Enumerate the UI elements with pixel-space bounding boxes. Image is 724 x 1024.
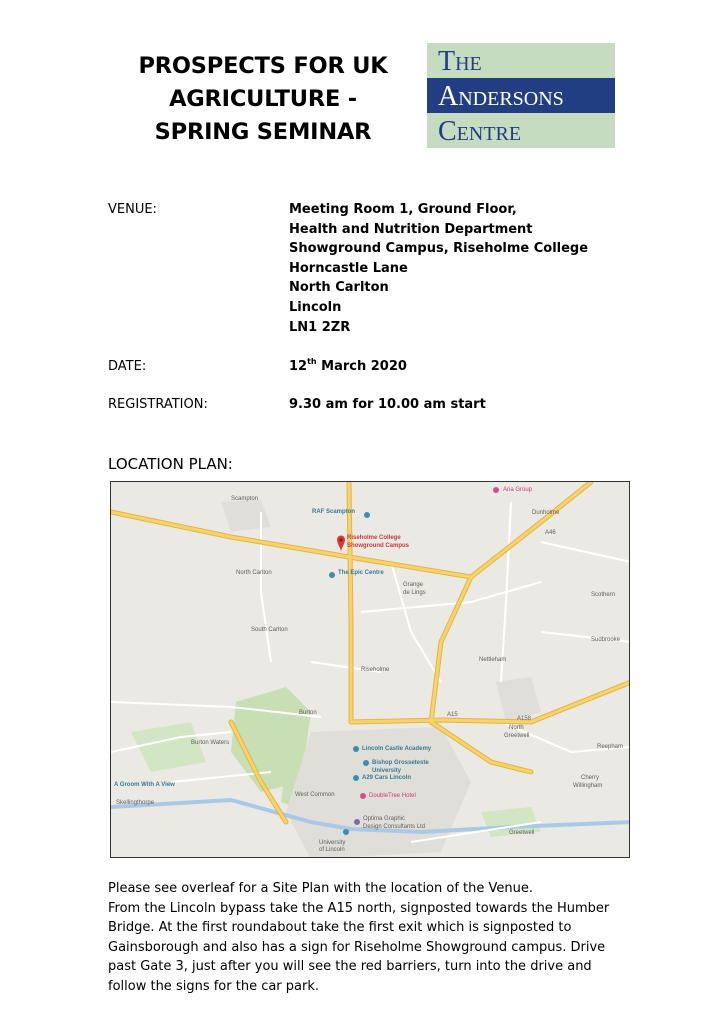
map-label: Lincoln Castle Academy — [362, 746, 432, 752]
map-label: University — [372, 768, 402, 774]
directions-text — [108, 879, 628, 997]
directions-line: Bridge. At the first roundabout take the first exit which is signposted to — [108, 920, 572, 936]
location-map[interactable] — [110, 481, 630, 858]
map-label: DoubleTree Hotel — [369, 793, 416, 799]
directions-line: follow the signs for the car park. — [108, 978, 320, 994]
date-value — [289, 357, 628, 377]
road-label: A158 — [517, 716, 532, 722]
map-label: Riseholme College — [347, 535, 401, 541]
map-label: Aria Group — [503, 487, 533, 493]
venue-line: North Carlton — [289, 280, 389, 296]
directions-line: Gainsborough and also has a sign for Riseholme Showground campus. Drive — [108, 939, 606, 955]
hotel-marker — [360, 793, 366, 799]
map-label: South Carlton — [251, 627, 288, 633]
venue-line: Lincoln — [289, 299, 342, 315]
map-label: Optima Graphic — [363, 816, 406, 822]
directions-line: Please see overleaf for a Site Plan with the location of the Venue. — [108, 881, 533, 896]
registration-value: 9.30 am for 10.00 am start — [289, 397, 486, 412]
date-row — [108, 357, 628, 395]
venue-line: Meeting Room 1, Ground Floor, — [289, 202, 517, 217]
map-label: Skellingthorpe — [116, 800, 155, 806]
map-label: Design Consultants Ltd — [363, 824, 426, 830]
date-suffix: th — [307, 356, 317, 366]
venue-address — [289, 200, 628, 337]
map-label: Nettleham — [479, 657, 507, 663]
map-label: Dunholme — [532, 510, 560, 516]
venue-label: VENUE: — [108, 202, 157, 217]
map-label: de Lings — [403, 590, 426, 596]
venue-line: LN1 2ZR — [289, 319, 351, 335]
map-label: Reepham — [597, 744, 624, 750]
directions-line: past Gate 3, just after you will see the red barriers, turn into the drive and — [108, 959, 592, 975]
green-area — [131, 722, 206, 772]
registration-label: REGISTRATION: — [108, 397, 208, 412]
map-label: of Lincoln — [319, 847, 345, 853]
map-label: Bishop Grosseteste — [372, 760, 429, 766]
map-label: Cherry — [581, 775, 600, 781]
registration-row — [108, 395, 628, 415]
date-label: DATE: — [108, 359, 147, 374]
location-plan-heading: LOCATION PLAN: — [108, 455, 233, 473]
map-label: Grange — [403, 582, 424, 588]
logo-line-andersons: Andersons — [427, 78, 615, 113]
date-rest: March 2020 — [316, 359, 407, 374]
map-label: Scampton — [231, 496, 259, 502]
map-label: The Epic Centre — [338, 570, 384, 576]
date-day: 12 — [289, 359, 308, 374]
map-label: Riseholme — [361, 667, 390, 673]
map-label: A Groom With A View — [114, 782, 175, 788]
map-label: University — [319, 840, 346, 846]
map-label: RAF Scampton — [312, 509, 356, 515]
map-label: Burton Waters — [191, 740, 230, 746]
optima-marker — [354, 819, 360, 825]
venue-row — [108, 200, 628, 357]
urban-area — [221, 500, 271, 532]
venue-line: Horncastle Lane — [289, 260, 408, 276]
title-line-2: AGRICULTURE - — [169, 86, 357, 112]
logo-line-the: The — [427, 43, 615, 78]
venue-pin-icon[interactable] — [337, 536, 345, 553]
page-title — [108, 50, 418, 149]
aria-marker — [493, 487, 499, 493]
map-label: A29 Cars Lincoln — [362, 775, 412, 781]
venue-line: Showground Campus, Riseholme College — [289, 241, 589, 257]
map-label: Burton — [299, 710, 317, 716]
map-label: Greetwell — [509, 830, 535, 836]
map-label: North — [509, 725, 524, 731]
map-label: North Carlton — [236, 570, 272, 576]
map-label: Scothern — [591, 592, 616, 598]
road-label: A15 — [447, 712, 458, 718]
directions-line: From the Lincoln bypass take the A15 north, signposted towards the Humber — [108, 900, 610, 916]
andersons-centre-logo — [427, 43, 615, 148]
title-line-3: SPRING SEMINAR — [154, 119, 372, 145]
map-label: Sudbrooke — [591, 637, 621, 643]
map-label: West Common — [295, 792, 335, 798]
map-label: Greetwell — [504, 733, 530, 739]
title-line-1: PROSPECTS FOR UK — [138, 53, 388, 79]
road-label: A46 — [545, 530, 556, 536]
venue-line: Health and Nutrition Department — [289, 221, 533, 237]
logo-line-centre: Centre — [427, 113, 615, 148]
map-label: Showground Campus — [347, 543, 409, 549]
event-details — [108, 200, 628, 415]
map-label: Willingham — [573, 783, 603, 789]
